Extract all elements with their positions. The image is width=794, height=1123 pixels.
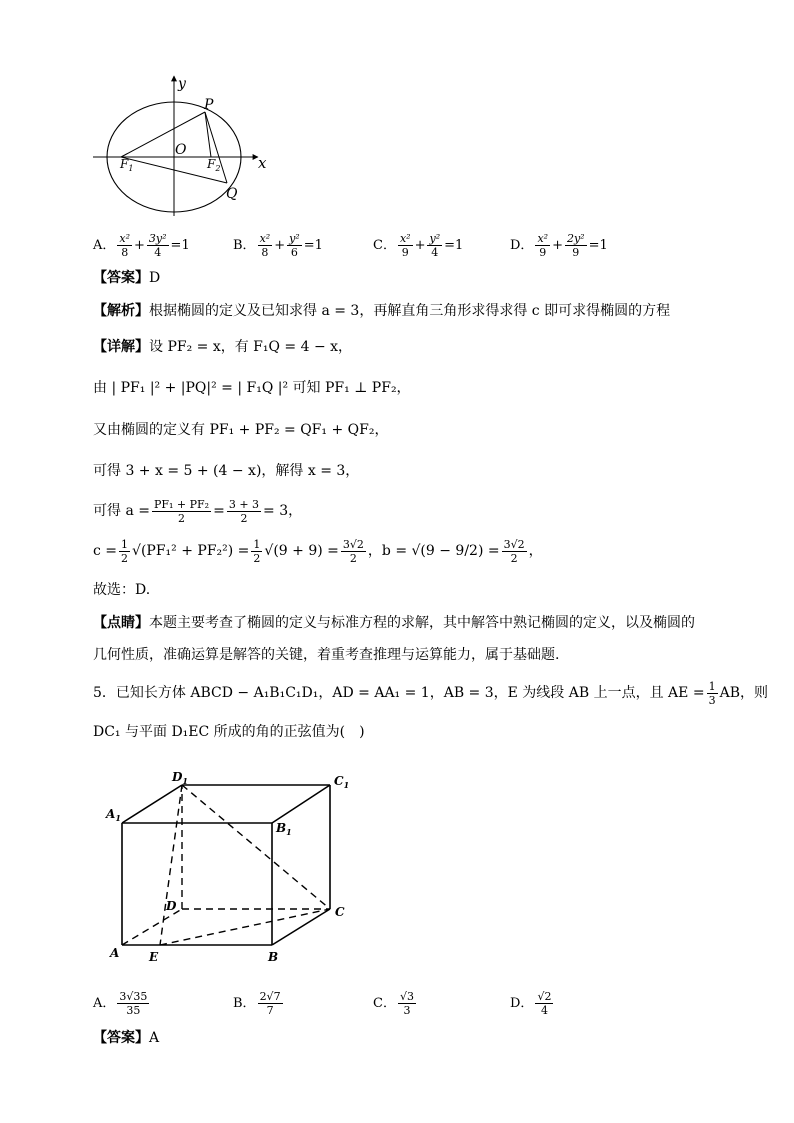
q4-conclusion: 故选：D.: [93, 582, 151, 598]
q4-detail-3: 又由椭圆的定义有 PF₁ + PF₂ = QF₁ + QF₂，: [93, 422, 389, 438]
q5-stem-1: 5．已知长方体 ABCD − A₁B₁C₁D₁，AD = AA₁ = 1，AB = 3，E 为线段 AB 上一点，且 AE = $\frac{1}{3}$ AB，则: [93, 679, 768, 707]
label-c: C: [335, 905, 345, 919]
segment-f1p: [121, 112, 205, 157]
label-y: y: [178, 76, 186, 92]
q4-comment-1: 【点睛】本题主要考查了椭圆的定义与标准方程的求解，其中解答中熟记椭圆的定义，以及椭圆的: [93, 615, 695, 631]
q4-detail-5: 可得 a = $\frac{\text{PF₁ + PF₂}}{2}$ = $\frac{3 + 3}{2}$ = 3，: [93, 497, 303, 525]
segment-pf2: [205, 112, 211, 157]
label-o: O: [175, 142, 187, 158]
q4-comment-2: 几何性质，准确运算是解答的关键，着重考查推理与运算能力，属于基础题.: [93, 647, 560, 663]
label-q: Q: [226, 186, 238, 202]
cuboid-figure: [100, 768, 360, 968]
label-d1: $D_1$: [172, 770, 188, 786]
label-e: E: [149, 950, 159, 964]
q4-option-a[interactable]: A． $\frac{\text{x²}}{8}$ + $\frac{\text{3y²}}{4}$ =1: [93, 232, 190, 259]
q4-answer: 【答案】D: [93, 270, 161, 286]
q4-option-d[interactable]: D． $\frac{\text{x²}}{9}$ + $\frac{\text{2y²}}{9}$ =1: [510, 232, 608, 259]
label-d: D: [166, 899, 177, 913]
label-f2: $F_2$: [207, 157, 221, 173]
label-b: B: [268, 950, 279, 964]
q4-detail-2: 由 | PF₁ |² + |PQ|² = | F₁Q |² 可知 PF₁ ⊥ PF₂，: [93, 380, 411, 396]
q5-stem-2: DC₁ 与平面 D₁EC 所成的角的正弦值为( ): [93, 724, 365, 740]
edge-ad: [122, 909, 182, 945]
q4-analysis: 【解析】根据椭圆的定义及已知求得 a = 3，再解直角三角形求得求得 c 即可求得椭圆的方程: [93, 303, 671, 319]
q5-option-c[interactable]: C． $\frac{√3}{3}$: [373, 990, 414, 1017]
edge-bc: [272, 909, 330, 945]
q4-option-c[interactable]: C． $\frac{\text{x²}}{9}$ + $\frac{\text{y²}}{4}$ =1: [373, 232, 464, 259]
segment-d1e: [160, 785, 182, 945]
q5-option-a[interactable]: A． $\frac{3√35}{35}$: [93, 990, 148, 1017]
edge-a1d1: [122, 785, 182, 823]
q4-option-b[interactable]: B． $\frac{\text{x²}}{8}$ + $\frac{\text{y²}}{6}$ =1: [233, 232, 323, 259]
q5-answer: 【答案】A: [93, 1030, 160, 1046]
segment-d1c: [182, 785, 330, 909]
label-b1: $B_1$: [276, 821, 292, 837]
q4-detail-4: 可得 3 + x = 5 + (4 − x)，解得 x = 3，: [93, 463, 360, 479]
q4-detail-6: c = $\frac{1}{2}$ √(PF₁² + PF₂²) = $\frac{1}{2}$ √(9 + 9) = $\frac{3√2}{2}$ ，b = √(9 − 9/2) = $\frac{3√2}{2}$ ，: [93, 537, 543, 565]
label-a: A: [110, 946, 120, 960]
label-c1: $C_1$: [334, 774, 350, 790]
label-a1: $A_1$: [106, 807, 121, 823]
edge-b1c1: [272, 785, 330, 823]
q5-option-b[interactable]: B． $\frac{2√7}{7}$: [233, 990, 281, 1017]
label-x: x: [258, 154, 267, 172]
q4-detail-1: 【详解】设 PF₂ = x，有 F₁Q = 4 − x，: [93, 339, 353, 355]
q5-option-d[interactable]: D． $\frac{√2}{4}$: [510, 990, 552, 1017]
label-f1: $F_1$: [120, 157, 134, 173]
label-p: P: [204, 97, 214, 113]
segment-ec: [160, 909, 330, 945]
ellipse-figure: [88, 72, 288, 222]
